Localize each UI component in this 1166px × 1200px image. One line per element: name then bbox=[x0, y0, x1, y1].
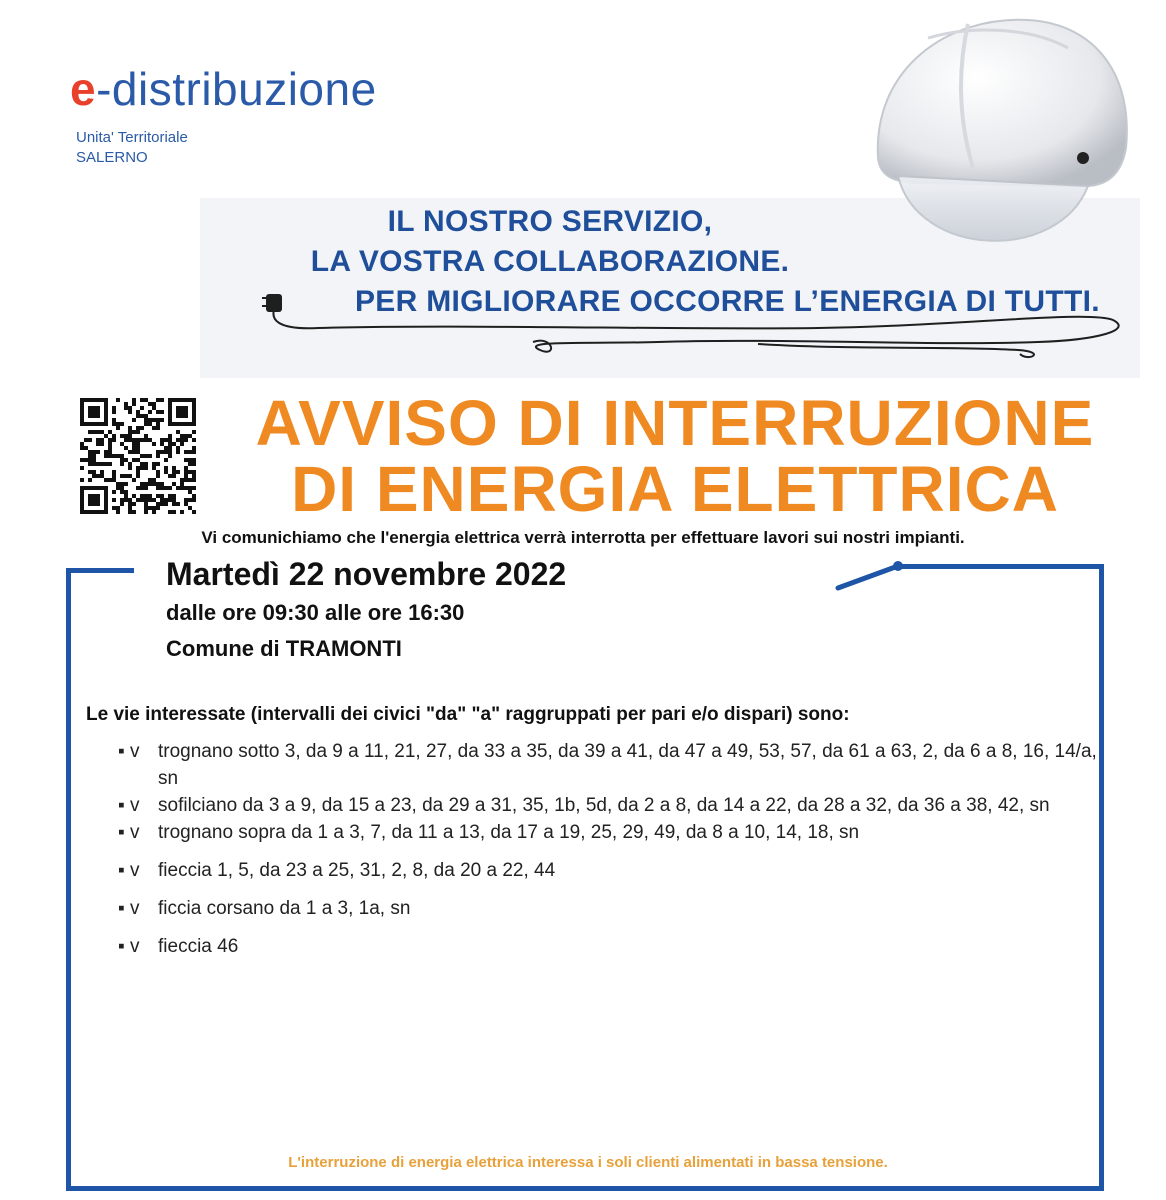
street-item bbox=[118, 819, 1098, 846]
frame-top-right bbox=[900, 564, 1104, 569]
frame-top-left bbox=[66, 568, 134, 573]
street-item bbox=[118, 895, 1098, 922]
footnote: L'interruzione di energia elettrica interessa i soli clienti alimentati in bassa tensione. bbox=[288, 1154, 888, 1171]
org-unit bbox=[76, 128, 188, 168]
street-text: ficcia corsano da 1 a 3, 1a, sn bbox=[158, 898, 411, 919]
street-text: sofilciano da 3 a 9, da 15 a 23, da 29 a 31, 35, 1b, 5d, da 2 a 8, da 14 a 22, da 28 a 32, da 36 a 38, 42, sn bbox=[158, 795, 1050, 816]
outage-hours: dalle ore 09:30 alle ore 16:30 bbox=[166, 600, 465, 625]
outage-commune: Comune di TRAMONTI bbox=[166, 636, 402, 661]
frame-right bbox=[1099, 564, 1104, 1190]
outage-date: Martedì 22 novembre 2022 bbox=[166, 556, 567, 592]
streets-title: Le vie interessate (intervalli dei civici "da" "a" raggruppati per pari e/o dispari) sono: bbox=[86, 704, 850, 725]
street-item bbox=[118, 933, 1098, 960]
slogan-line-2: LA VOSTRA COLLABORAZIONE. bbox=[310, 245, 790, 278]
bullet-icon: ▪ v bbox=[118, 860, 140, 881]
street-text: fieccia 46 bbox=[158, 936, 239, 957]
bullet-icon: ▪ v bbox=[118, 741, 140, 762]
street-item bbox=[118, 792, 1098, 819]
frame-left bbox=[66, 568, 71, 1190]
frame-bottom bbox=[66, 1186, 1104, 1191]
qr-code[interactable] bbox=[80, 398, 196, 514]
frame-switch-icon bbox=[830, 556, 910, 596]
slogan-line-3: PER MIGLIORARE OCCORRE L’ENERGIA DI TUTTI. bbox=[355, 285, 1100, 318]
street-item bbox=[118, 857, 1098, 884]
bullet-icon: ▪ v bbox=[118, 822, 140, 843]
headline-line-2: DI ENERGIA ELETTRICA bbox=[291, 453, 1059, 525]
bullet-icon: ▪ v bbox=[118, 795, 140, 816]
bullet-icon: ▪ v bbox=[118, 936, 140, 957]
street-item bbox=[118, 738, 1098, 792]
org-unit-label: Unita' Territoriale bbox=[76, 129, 188, 146]
power-cord-icon bbox=[258, 280, 1128, 380]
org-unit-city: SALERNO bbox=[76, 149, 148, 166]
notice-headline bbox=[200, 387, 1150, 525]
street-text: fieccia 1, 5, da 23 a 25, 31, 2, 8, da 20 a 22, 44 bbox=[158, 860, 556, 881]
brand-logo bbox=[70, 62, 377, 116]
logo-letter: e bbox=[70, 63, 97, 115]
intro-text: Vi comunichiamo che l'energia elettrica verrà interrotta per effettuare lavori sui nostri impianti. bbox=[201, 528, 965, 547]
bullet-icon: ▪ v bbox=[118, 898, 140, 919]
headline-line-1: AVVISO DI INTERRUZIONE bbox=[255, 387, 1095, 459]
street-text: trognano sotto 3, da 9 a 11, 21, 27, da 33 a 35, da 39 a 41, da 47 a 49, 53, 57, da 61 a 63, 2, da 6 a 8, 16, 14/a, sn bbox=[158, 741, 1097, 789]
street-text: trognano sopra da 1 a 3, 7, da 11 a 13, da 17 a 19, 25, 29, 49, da 8 a 10, 14, 18, sn bbox=[158, 822, 860, 843]
helmet-icon bbox=[858, 8, 1138, 268]
street-list bbox=[118, 738, 1098, 960]
slogan-line-1: IL NOSTRO SERVIZIO, bbox=[387, 205, 713, 238]
logo-wordmark: -distribuzione bbox=[96, 63, 377, 115]
